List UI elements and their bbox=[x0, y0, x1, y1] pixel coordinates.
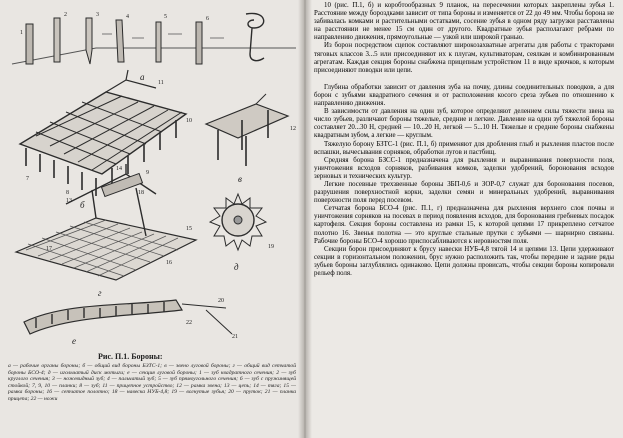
svg-text:15: 15 bbox=[186, 226, 192, 232]
svg-text:6: 6 bbox=[206, 16, 209, 22]
svg-text:19: 19 bbox=[268, 244, 274, 250]
svg-text:5: 5 bbox=[164, 14, 167, 20]
svg-text:17: 17 bbox=[46, 246, 52, 252]
figure-caption: а — рабочие органы бороны; б — общий вид бороны БЗТС-1; в — звено луговой бороны; г — общий вид сетчатой бороны БСО-4; д — игольчатый диск мотыги; е — секция луговой бороны; 1 — зуб квадратного сечения; 2 — зуб круглого сечения; 3 — ножевидный зуб; 4 — пальчатый зуб; 5 — зуб прямоугольного сечения; 6 — зуб с пружинящей стойкой; 7, 9, 10 — планки; 8 — зуб; 11 — прицепное устройство; 12 — рамка звена; 13 — цепь; 14 — тяга; 15 — рамка бороны; 16 — сетчатое полотно; 18 — навеска НУБ-4,8; 19 — вогнутые зубья; 20 — пруток; 21 — планка прицепа; 22 — ножи bbox=[8, 363, 296, 402]
harrow-illustration bbox=[6, 4, 298, 349]
svg-text:9: 9 bbox=[146, 170, 149, 176]
right-page-text bbox=[314, 2, 614, 278]
svg-text:1: 1 bbox=[20, 30, 23, 36]
paragraph: Из борон посредством сцепок составляют широкозахватные агрегаты для работы с тракторами тяговых классов 3...5 или присоединяют их к плугам, культиваторам, сеялкам и комбинированным агрегатам. Каждая секция бороны снабжена прицепным устройством 11 в виде крючков, к которым присоединяют поводки или цепи. bbox=[314, 42, 614, 74]
svg-text:3: 3 bbox=[96, 12, 99, 18]
figure-title: Рис. П.1. Бороны: bbox=[98, 352, 163, 361]
label-v: в bbox=[238, 174, 242, 184]
svg-text:13: 13 bbox=[66, 198, 72, 204]
svg-text:4: 4 bbox=[126, 14, 129, 20]
needle-disc-figure bbox=[210, 194, 266, 250]
paragraph: Сетчатая борона БСО-4 (рис. П.1, г) предназначена для рыхления верхнего слоя почвы и уничтожения сорняков на посевах в период появления всходов, для боронования гребневых посадок картофеля. Секция бороны составлена из рамки 15, к которой цепями 17 прикреплено сетчатое полотно 16. Звенья полотна — это круглые стальные прутки с зубьями — шарнирно связаны. Рабочие бороны БСО-4 хорошо приспосабливаются к неровностям поля. bbox=[314, 205, 614, 245]
label-a: а bbox=[140, 72, 145, 82]
harrow-link-figure bbox=[206, 94, 288, 166]
svg-text:22: 22 bbox=[186, 320, 192, 326]
paragraph: 10 (рис. П.1, б) и коробтообразных 9 планок, на пересечении которых закреплены зубья 1. Расстояние между бороздками зависит от типа бороны и изменяется от 22 до 49 мм. Чтобы борона не забивалась комками и растительными остатками, сосение зубья в одном ряду загрузки расставлены на расстоянии не менее 15 см один от другого. Квадратные зубья располагают ребрами по направлению движения, прямоугольные — узкой или широкой гранью. bbox=[314, 2, 614, 42]
svg-text:10: 10 bbox=[186, 118, 192, 124]
label-d: д bbox=[234, 262, 239, 272]
svg-text:2: 2 bbox=[64, 12, 67, 18]
label-g: г bbox=[98, 288, 102, 298]
paragraph: В зависимости от давления на один зуб, которое определяют делением силы тяжести звена на число зубьев, различают бороны тяжелые, средние и легкие. Давление на один зуб тяжелой бороны составляет 20...30 Н, средней — 10...20 Н, легкой — 5...10 Н. Тяжелые и средние бороны снабжены квадратным зубом, а легкие — круглым. bbox=[314, 108, 614, 140]
svg-text:20: 20 bbox=[218, 298, 224, 304]
svg-text:8: 8 bbox=[66, 190, 69, 196]
paragraph: Легкие посевные трехзвенные бороны ЗБП-0,6 и ЗОР-0,7 служат для боронования посевов, разрушения поверхностной корки, заделки семян и минеральных удобрений, выравнивания поверхности поля перед посевом. bbox=[314, 180, 614, 205]
label-e: е bbox=[72, 336, 76, 346]
meadow-harrow-figure bbox=[24, 300, 232, 334]
paragraph: Секции борон присоединяют к брусу навески НУБ-4,8 тягой 14 и цепями 13. Цепи удерживают секции в горизонтальном положении, брус нужно расположить так, чтобы передние и задние ряды зубьев бороны заглублялись одинаково. Цепи должны провисать, чтобы секции бороны копировали рельеф поля. bbox=[314, 245, 614, 277]
left-page bbox=[0, 0, 304, 438]
svg-text:16: 16 bbox=[166, 260, 172, 266]
svg-text:11: 11 bbox=[158, 80, 164, 86]
tooth-types-figure bbox=[12, 13, 296, 64]
book-gutter bbox=[298, 0, 312, 438]
paragraph: Средняя борона БЗСС-1 предназначена для рыхления и выравнивания поверхности поля, уничтожения всходов сорняков, разбивания комков, заделки удобрений, боронования всходов зерновых и технических культур. bbox=[314, 156, 614, 180]
paragraph: Глубина обработки зависит от давления зуба на почву, длины соединительных поводков, а для борон с зубьями квадратного сечения и от расположения косого среза зубьев по отношению к направлению движения. bbox=[314, 83, 614, 108]
svg-text:12: 12 bbox=[290, 126, 296, 132]
svg-text:21: 21 bbox=[232, 334, 238, 340]
svg-text:14: 14 bbox=[116, 166, 122, 172]
paragraph: Тяжелую борону БЗТС-1 (рис. П.1, б) применяют для дробления глыб и рыхления пластов после вспашки, вычесывания сорняков, обработки лугов и пастбищ. bbox=[314, 140, 614, 156]
label-b: б bbox=[80, 200, 85, 210]
svg-text:7: 7 bbox=[26, 176, 29, 182]
svg-text:18: 18 bbox=[138, 190, 144, 196]
heavy-harrow-figure bbox=[20, 70, 186, 196]
